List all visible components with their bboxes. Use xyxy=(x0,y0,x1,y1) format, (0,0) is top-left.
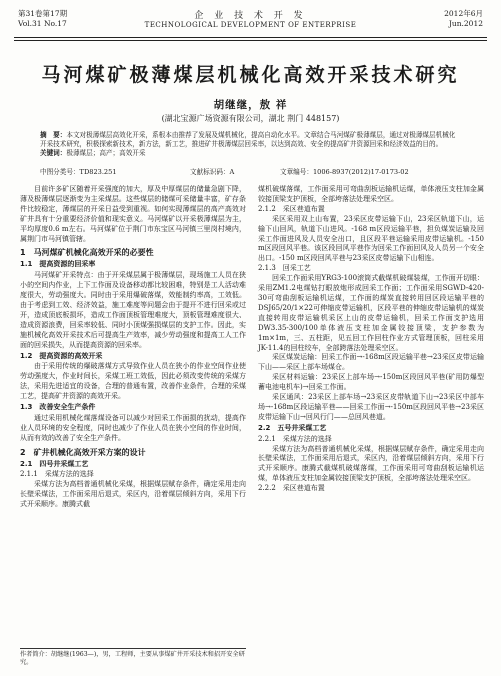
paragraph-2-2-1: 采煤方法为高档普通机械化采煤，根据煤层赋存条件，确定采用走向长壁采煤法，工作面采用后退式，采区内，沿着煤层倾斜方向，采用下行式开采顺序。康腾式截煤机破煤落煤，工作面采用可弯曲刮板运输机运煤，单体液压支柱加金属铰接顶梁支护顶板，全部垮落法处理采空区。 xyxy=(258,444,484,483)
subsection-heading-2-2: 2.2 五号井采煤工艺 xyxy=(258,423,327,432)
authors: 胡继继，敖 祥 xyxy=(213,99,288,111)
article-number: 文章编号：1006-8937(2012)17-0173-02 xyxy=(280,168,409,176)
right-column xyxy=(258,185,484,494)
journal-name-cn: 企 业 技 术 开 发 xyxy=(194,11,307,21)
abstract-text: 本文对极薄煤层高效化开采，系根本由推荐了发展及煤机械化，提高自动化水平。文章结合马河煤矿极薄煤层，通过对极薄煤层机械化开采技术研究，积极探索新技术，新方法，新工艺，推进矿井极薄煤层回采率，以达到高效、安全的提高矿井资源回采和经济效益的目的。 xyxy=(40,131,456,149)
doc-code: 文献标识码：A xyxy=(190,168,235,176)
subsection-heading-1-1: 1.1 提高资源的回采率 xyxy=(20,260,96,269)
section-heading-2: 2 矿井机械化高效开采方案的设计 xyxy=(20,447,146,457)
date-en: Jun.2012 xyxy=(448,19,483,28)
keywords-text: 极薄煤层；高产；高效开采 xyxy=(66,149,146,158)
keywords-label: 关键词： xyxy=(40,149,67,158)
paragraph-1-3: 通过采用机械化煤落煤设备可以减少对回采工作面损的扰动，提高作业人员环境的安全程度，同时也减少了作业人员在狭小空间的作业时间，从而有效的改善了安全生产条件。 xyxy=(20,413,246,442)
journal-name-en: TECHNOLOGICAL DEVELOPMENT OF ENTERPRISE xyxy=(144,21,357,29)
subsubsection-heading-2-2-1: 2.2.1 采煤方法的选择 xyxy=(258,434,332,443)
header-right xyxy=(444,9,483,29)
subsection-heading-2-1: 2.1 四号井采煤工艺 xyxy=(20,459,89,468)
paper-title: 马河煤矿极薄煤层机械化高效开采技术研究 xyxy=(41,64,460,86)
material-transport-paragraph: 采区材料运输：23采区上部车场→-150m区段回风平巷(矿用防爆型蓄电池电机车)→回采工作面。 xyxy=(258,373,484,392)
paragraph-2-1-2: 采区采用双上山布置，23采区皮带运输下山，23采区轨道下山，运输下山回风，轨道下山进风。-168 m区段运输平巷，担负煤炭运输及回采工作面进风及人员安全出口，且区段平巷运输采用皮带运输机。-150 m区段回风平巷。该区段回风平巷作为回采工作面回风及人员另一个安全出口。-150 m区段回风平巷与23采区皮带运输下山相连。 xyxy=(258,214,484,263)
issue-en: Vol.31 No.17 xyxy=(18,19,67,28)
classification-line xyxy=(40,166,461,176)
subsubsection-heading-2-1-2: 2.1.2 采区巷道布置 xyxy=(258,204,325,213)
abstract-label: 摘 要： xyxy=(40,131,67,139)
date-cn: 2012年6月 xyxy=(444,9,483,18)
intro-paragraph: 目前许多矿区随着开采强度的加大，厚及中厚煤层的储量急剧下降，薄及极薄煤层逐渐变为主采煤层。这些煤层的储煤可采储量丰富，矿存条件比较稳定，薄煤层的开采日益受到重视。如何实现薄煤层的高产高效对矿井具有十分重要经济价值和现实意义。马河煤矿以开采极薄煤层为主，平均厚度0.6 m左右。马河煤矿位于荆门市东宝区马河镇三里岗村境内，属荆门市马河镇管辖。 xyxy=(20,185,246,243)
header-rule xyxy=(14,37,487,38)
paragraph-1-2: 由于采用传统的爆破落煤方式导致作业人员在狭小的作业空间作业使劳动强度大，作业时间长，采煤工班工效低，因此必须改变传统的采煤方法，采用先进适宜的设备，合理的普通布置，改善作业条件，合理的采煤工艺，提高矿井资源的高效开采。 xyxy=(20,362,246,401)
issue-cn: 第31卷第17期 xyxy=(18,9,68,18)
running-header xyxy=(14,6,487,36)
subsubsection-heading-2-1-1: 2.1.1 采煤方法的选择 xyxy=(20,470,94,479)
subsection-heading-1-3: 1.3 改善安全生产条件 xyxy=(20,403,96,412)
section-heading-1: 1 马河煤矿机械化高效开采的必要性 xyxy=(20,248,154,258)
paragraph-1-1: 马河煤矿开采特点：由于开采煤层属于极薄煤层，现场施工人员在狭小的空间内作业，上下工作面及设备移动都比较困难，特别是工人活动难度很大，劳动强度大。同时由于采用爆破落煤，效能制约率高，工效低。由于考虑到工效、经济效益，施工难度等问题会由于提开不进行回采或过开，造成顶底板损坏，造成工作面顶板管理难度大，顶板管理难度很大、造成资源浪费，回采率较低、同时小顶煤强损煤层的支护工作。因此，实施机械化高效开采技术后可提高生产效率，减少劳动强度和提高工人工作面的回采损失，从而提高资源的回采率。 xyxy=(20,271,246,349)
ventilation-paragraph: 采区通风：23采区上部车场→23采区皮带轨道下山→23采区中部车场→-168m区段运输平巷——回采工作面→-150m区段回风平巷→23采区皮带运输下山→回风行门——总回风巷道。 xyxy=(258,393,484,421)
author-footnote: 作者简介：胡继继(1963—)，男，工程师，主要从事煤矿井开采技术和招开安全研究。 xyxy=(20,648,246,667)
abstract-block xyxy=(40,131,461,159)
coal-transport-paragraph: 采区煤炭运输：回采工作面→-168m区段运输平巷→23采区皮带运输下山——采区上部车场煤仓。 xyxy=(258,353,484,372)
header-rule-thin xyxy=(14,40,487,41)
paragraph-2-1-1: 采煤方法为高档普通机械化采煤，根据煤层赋存条件，确定采用走向长壁采煤法，工作面采用后退式，采区内，沿着煤层倾斜方向，采用下行式开采顺序。康腾式截 xyxy=(20,480,246,509)
left-column xyxy=(20,185,246,510)
header-center xyxy=(14,8,487,29)
paragraph-cont: 煤机破煤落煤，工作面采用可弯曲刮板运输机运煤，单体液压支柱加金属铰接顶梁支护顶板，全部垮落法处理采空区。 xyxy=(258,185,484,203)
subsection-heading-1-2: 1.2 提高资源的高效开采 xyxy=(20,351,103,360)
paragraph-2-1-3: 回采工作面采用YRG3-100滚筒式截煤机破煤装煤，工作面开切眼：采用ZM1.2电煤钻打眼放炮形成回采工作面；工作面采用SGWD-420-30可弯曲刮板运输机运煤，工作面的煤炭直接转用回区段运输平巷的DSJ65/20/1×22可伸缩皮带运输机，区段平巷的伸缩皮带运输机的煤炭直接转用皮带运输机采区上山的皮带运输机，回采工作面支护选用DW3.35-300/100单体液压支柱加金属铰接顶梁，支护参数为1m×1m，三、五柱距，见五回工作回柱作业方式管理顶板，回柱采用JK-11.4的回柱绞车，全部跨落法处理采空区。 xyxy=(258,274,484,352)
affiliation: (湖北宝源广场资源有限公司，湖北 荆门 448157) xyxy=(161,114,340,123)
subsubsection-heading-2-2-2: 2.2.2 采区巷道布置 xyxy=(258,484,325,493)
clc-number: 中图分类号：TD823.251 xyxy=(40,168,117,176)
subsubsection-heading-2-1-3: 2.1.3 回采工艺 xyxy=(258,264,311,273)
